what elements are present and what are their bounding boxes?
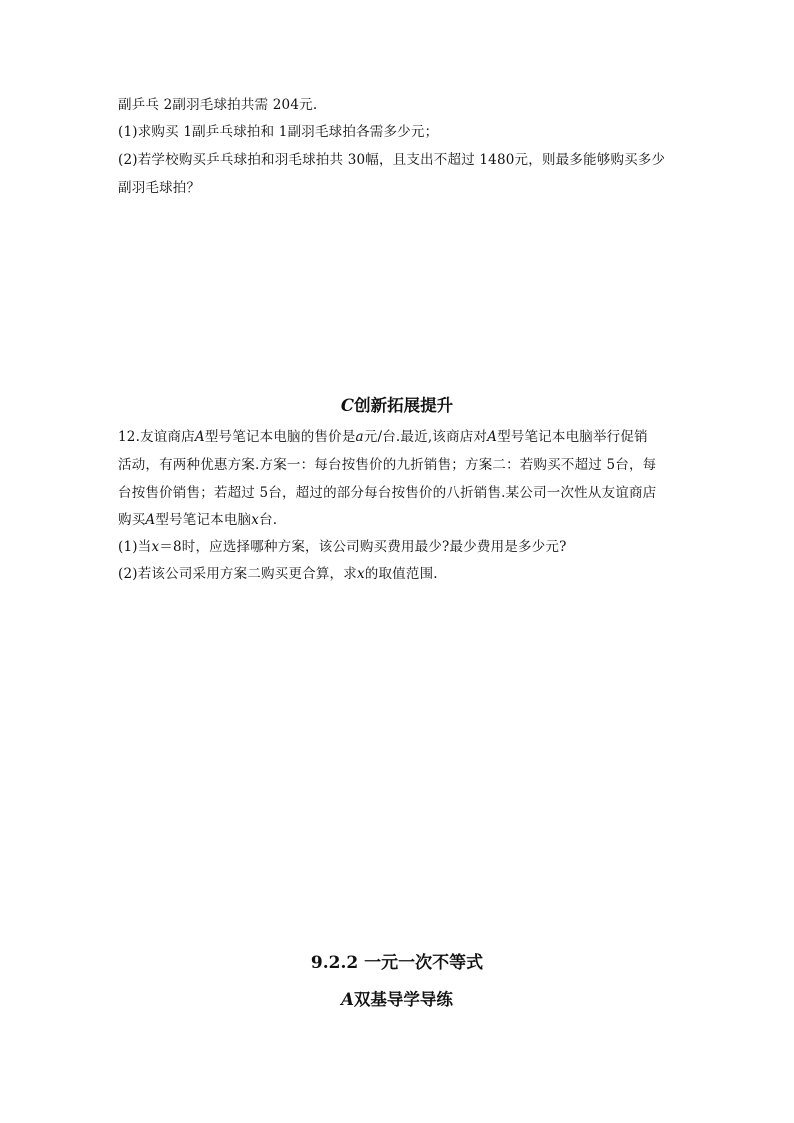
- variable-x: x: [151, 539, 160, 555]
- problem-12-text: 台.: [259, 512, 278, 528]
- section-c-letter: C: [340, 396, 355, 415]
- problem-12-question-2: [118, 564, 438, 584]
- problem-11-question-2-line-1: (2)若学校购买乒乓球拍和羽毛球拍共 30幅，且支出不超过 1480元，则最多能够购买多少: [118, 152, 666, 168]
- problem-12-text: (2)若该公司采用方案二购买更合算，求: [118, 566, 357, 582]
- problem-12-line-3: 台按售价销售；若超过 5台，超过的部分每台按售价的八折销售.某公司一次性从友谊商店: [118, 485, 657, 501]
- problem-12-text: 的取值范围.: [364, 566, 438, 582]
- variable-a-model: A: [487, 429, 498, 445]
- problem-12-text: 型号笔记本电脑: [155, 512, 252, 528]
- problem-12-text: 购买: [118, 512, 146, 528]
- problem-11-question-1: (1)求购买 1副乒乓球拍和 1副羽毛球拍各需多少元；: [118, 124, 439, 140]
- problem-12-text: 型号笔记本电脑的售价是: [204, 429, 356, 445]
- variable-a-model: A: [194, 429, 205, 445]
- problem-12-text: ＝8时，应选择哪种方案，该公司购买费用最少?最少费用是多少元?: [159, 539, 567, 555]
- problem-12-line-4: [118, 510, 277, 530]
- section-c-title: 创新拓展提升: [354, 396, 454, 415]
- problem-12-text: (1)当: [118, 539, 152, 555]
- section-a-letter: A: [341, 990, 354, 1009]
- section-a-heading: [0, 988, 794, 1012]
- variable-x: x: [356, 566, 365, 582]
- section-a-title: 双基导学导练: [353, 990, 453, 1009]
- problem-11-line-1: 副乒乓 2副羽毛球拍共需 204元.: [118, 97, 318, 113]
- variable-a-model: A: [145, 512, 156, 528]
- section-c-heading: [0, 394, 794, 418]
- problem-12-question-1: [118, 537, 567, 557]
- variable-a-price: a: [355, 429, 364, 445]
- problem-11-question-2-line-2: 副羽毛球拍？: [118, 180, 201, 196]
- problem-12-line-1: [118, 427, 648, 447]
- variable-x: x: [251, 512, 260, 528]
- problem-12-line-2: 活动，有两种优惠方案.方案一：每台按售价的九折销售；方案二：若购买不超过 5台，每: [118, 457, 657, 473]
- problem-12-text: 12.友谊商店: [118, 429, 195, 445]
- section-9-2-2-heading: 9.2.2 一元一次不等式: [310, 953, 484, 973]
- problem-12-text: 元/台.最近,该商店对: [363, 429, 488, 445]
- problem-12-text: 型号笔记本电脑举行促销: [497, 429, 648, 445]
